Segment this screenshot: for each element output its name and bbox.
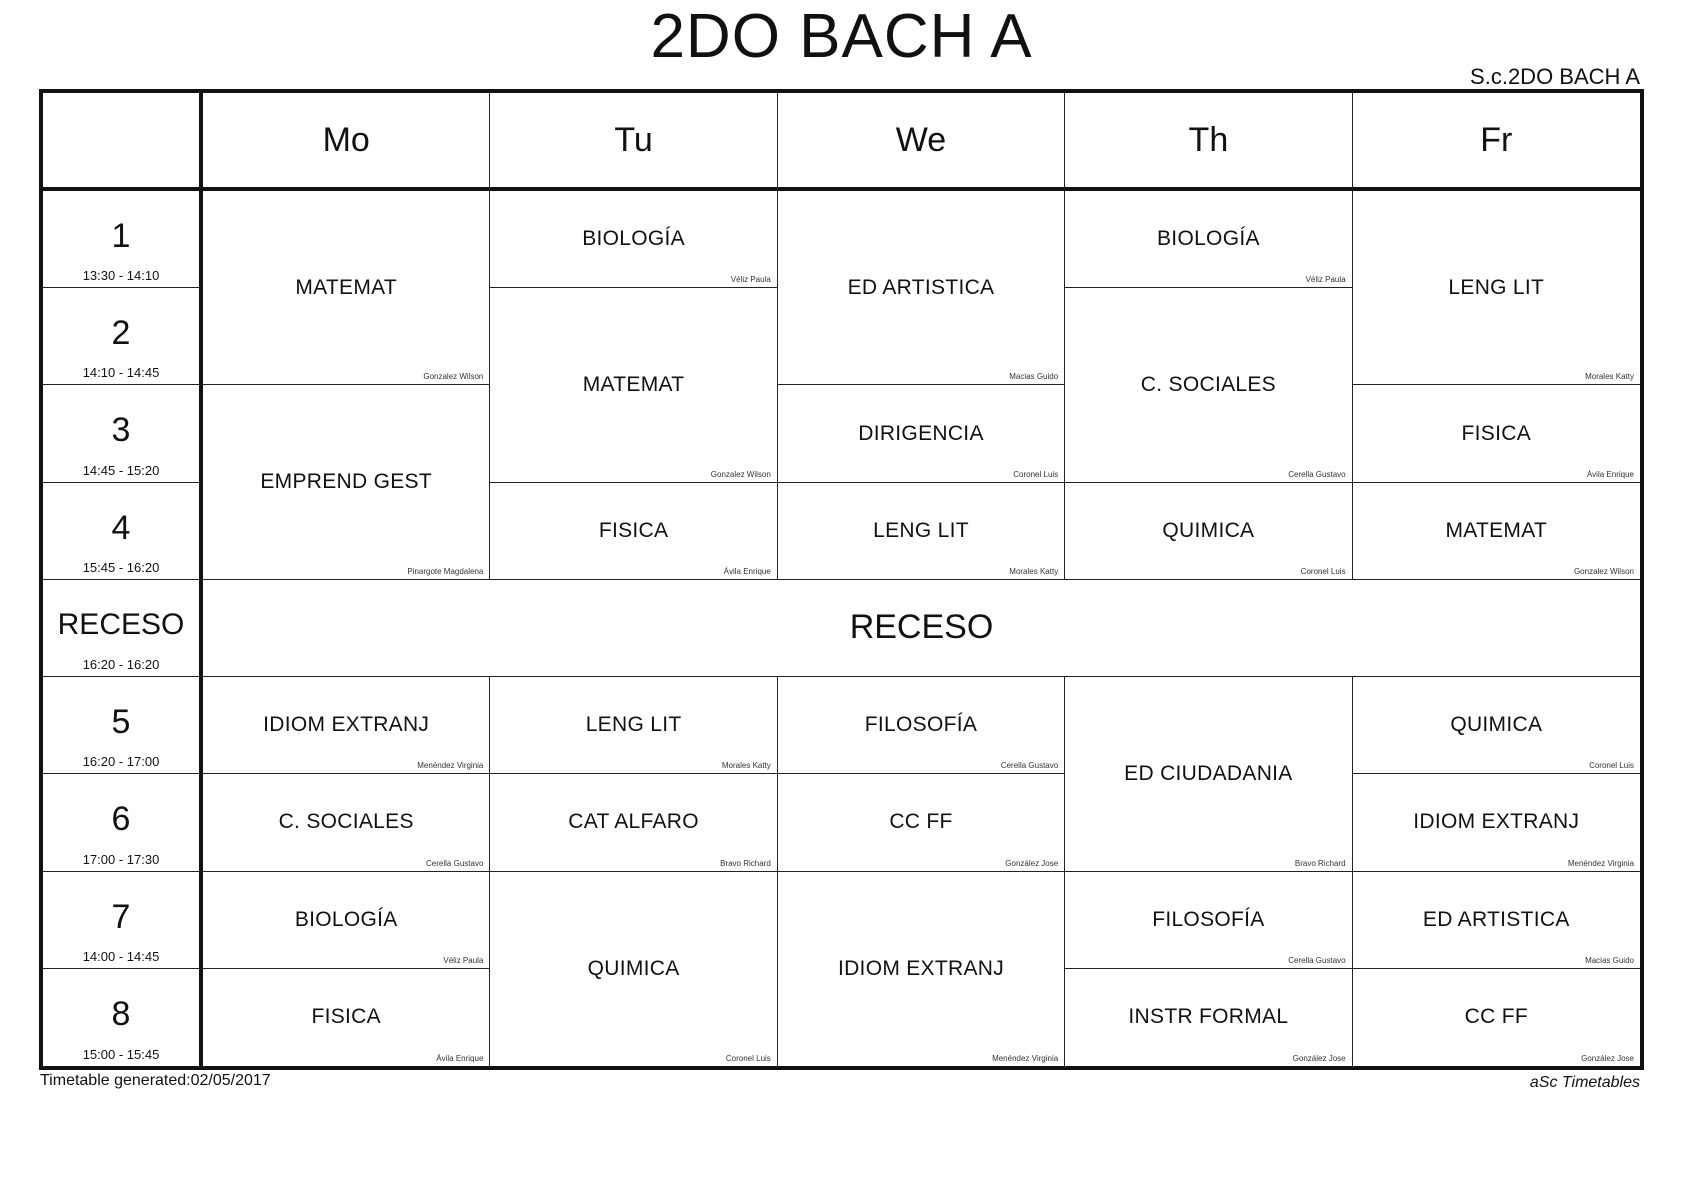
lesson-subject: ED ARTISTICA <box>1422 907 1570 931</box>
lesson-subject: QUIMICA <box>1450 713 1543 737</box>
lesson-we-6 <box>778 774 1065 871</box>
lesson-teacher: González Jose <box>1005 858 1059 868</box>
lesson-we-5 <box>778 677 1065 774</box>
lesson-mo-1 <box>203 191 490 385</box>
lesson-subject: LENG LIT <box>585 713 682 737</box>
lesson-fr-1 <box>1353 191 1640 385</box>
lesson-subject: C. SOCIALES <box>1140 372 1276 396</box>
lesson-teacher: González Jose <box>1581 1053 1634 1063</box>
lesson-subject: MATEMAT <box>582 372 685 396</box>
lesson-subject: CAT ALFARO <box>568 810 699 834</box>
period-number: 2 <box>111 314 131 353</box>
period-number: 1 <box>111 217 131 255</box>
lesson-teacher: Macias Guido <box>1585 955 1634 965</box>
lesson-we-3 <box>778 385 1065 482</box>
lesson-teacher: Morales Katty <box>721 761 771 771</box>
period-number: 3 <box>111 411 131 450</box>
lesson-subject: FISICA <box>598 518 669 542</box>
lesson-subject: CC FF <box>889 810 953 834</box>
lesson-we-7 <box>778 872 1065 1066</box>
lesson-subject: ED ARTISTICA <box>847 275 995 299</box>
period-7 <box>43 872 203 969</box>
lesson-subject: FISICA <box>311 1005 381 1029</box>
lesson-subject: FISICA <box>1461 421 1532 445</box>
lesson-subject: BIOLOGÍA <box>582 227 685 251</box>
lesson-teacher: Gonzalez Wilson <box>1573 566 1634 576</box>
lesson-subject: MATEMAT <box>1445 518 1548 542</box>
lesson-mo-8 <box>203 969 490 1066</box>
lesson-teacher: Cerella Gustavo <box>1288 469 1346 479</box>
day-header-tu: Tu <box>490 93 777 191</box>
period-1 <box>43 191 203 288</box>
period-time: 14:00 - 14:45 <box>82 948 160 964</box>
lesson-mo-5 <box>203 677 490 774</box>
class-code: S.c.2DO BACH A <box>1470 64 1640 89</box>
lesson-teacher: Coronel Luis <box>725 1053 771 1063</box>
day-header-mo: Mo <box>203 93 490 191</box>
period-number: 8 <box>111 994 131 1033</box>
lesson-teacher: Bravo Richard <box>1294 858 1346 868</box>
lesson-th-1 <box>1065 191 1352 288</box>
lesson-teacher: Menéndez Virginia <box>1567 858 1634 868</box>
lesson-teacher: Véliz Paula <box>1305 275 1346 285</box>
lesson-tu-7 <box>490 872 777 1066</box>
lesson-fr-7 <box>1353 872 1640 969</box>
period-time: 16:20 - 16:20 <box>82 657 160 673</box>
day-header-th: Th <box>1065 93 1352 191</box>
lesson-subject: BIOLOGÍA <box>294 907 398 931</box>
lesson-tu-1 <box>490 191 777 288</box>
timetable-grid <box>39 89 1644 1070</box>
lesson-teacher: Véliz Paula <box>443 955 484 965</box>
lesson-subject: FILOSOFÍA <box>1152 907 1265 931</box>
lesson-tu-6 <box>490 774 777 871</box>
lesson-teacher: Gonzalez Wilson <box>710 469 771 479</box>
lesson-mo-3 <box>203 385 490 579</box>
lesson-fr-5 <box>1353 677 1640 774</box>
lesson-teacher: González Jose <box>1292 1053 1346 1063</box>
period-2 <box>43 288 203 385</box>
lesson-mo-6 <box>203 774 490 871</box>
lesson-teacher: Macias Guido <box>1009 372 1059 382</box>
period-5 <box>43 677 203 774</box>
software-brand: aSc Timetables <box>1529 1074 1640 1091</box>
lesson-teacher: Coronel Luis <box>1589 761 1634 771</box>
lesson-teacher: Ávila Enrique <box>723 566 771 576</box>
lesson-tu-5 <box>490 677 777 774</box>
lesson-subject: QUIMICA <box>1162 518 1255 542</box>
lesson-tu-2 <box>490 288 777 482</box>
lesson-teacher: Cerella Gustavo <box>426 858 484 868</box>
period-time: 14:45 - 15:20 <box>82 462 160 478</box>
period-number: 6 <box>111 800 131 839</box>
period-number: 4 <box>111 508 131 547</box>
lesson-subject: INSTR FORMAL <box>1128 1005 1289 1029</box>
lesson-th-5 <box>1065 677 1352 871</box>
lesson-teacher: Coronel Luis <box>1013 469 1059 479</box>
lesson-subject: LENG LIT <box>873 518 969 542</box>
lesson-teacher: Bravo Richard <box>720 858 771 868</box>
lesson-subject: FILOSOFÍA <box>864 713 978 737</box>
generated-date: Timetable generated:02/05/2017 <box>40 1072 271 1089</box>
lesson-teacher: Pinargote Magdalena <box>407 566 484 576</box>
lesson-subject: CC FF <box>1464 1005 1528 1029</box>
period-time: 17:00 - 17:30 <box>82 851 160 867</box>
lesson-tu-4 <box>490 483 777 580</box>
lesson-teacher: Cerella Gustavo <box>1288 955 1346 965</box>
lesson-teacher: Ávila Enrique <box>436 1053 484 1063</box>
day-header-we: We <box>778 93 1065 191</box>
lesson-teacher: Cerella Gustavo <box>1000 761 1059 771</box>
lesson-subject: EMPREND GEST <box>260 470 432 494</box>
day-header-fr: Fr <box>1353 93 1640 191</box>
lesson-subject: DIRIGENCIA <box>858 421 984 445</box>
lesson-teacher: Menéndez Virginia <box>992 1053 1059 1063</box>
lesson-subject: QUIMICA <box>587 956 680 980</box>
period-number: 7 <box>111 897 131 936</box>
lesson-fr-4 <box>1353 483 1640 580</box>
period-4 <box>43 483 203 580</box>
lesson-subject: MATEMAT <box>295 275 398 299</box>
lesson-subject: ED CIUDADANIA <box>1124 761 1293 785</box>
period-time: 13:30 - 14:10 <box>82 268 160 284</box>
lesson-teacher: Menéndez Virginia <box>417 761 484 771</box>
lesson-teacher: Gonzalez Wilson <box>423 372 484 382</box>
lesson-we-4 <box>778 483 1065 580</box>
lesson-we-1 <box>778 191 1065 385</box>
lesson-mo-7 <box>203 872 490 969</box>
lesson-fr-8 <box>1353 969 1640 1066</box>
lesson-subject: LENG LIT <box>1448 275 1545 299</box>
lesson-subject: IDIOM EXTRANJ <box>837 956 1005 980</box>
period-8 <box>43 969 203 1066</box>
lesson-subject: BIOLOGÍA <box>1157 227 1260 251</box>
lesson-teacher: Véliz Paula <box>730 275 771 285</box>
lesson-th-4 <box>1065 483 1352 580</box>
period-recess <box>43 580 203 677</box>
period-time: 15:45 - 16:20 <box>82 559 160 575</box>
lesson-teacher: Morales Katty <box>1009 566 1059 576</box>
period-6 <box>43 774 203 871</box>
lesson-teacher: Morales Katty <box>1585 372 1634 382</box>
lesson-th-7 <box>1065 872 1352 969</box>
period-number: RECESO <box>57 607 185 641</box>
lesson-fr-3 <box>1353 385 1640 482</box>
period-time: 15:00 - 15:45 <box>82 1046 160 1062</box>
lesson-th-8 <box>1065 969 1352 1066</box>
lesson-subject: IDIOM EXTRANJ <box>1413 810 1580 834</box>
lesson-teacher: Ávila Enrique <box>1586 469 1634 479</box>
lesson-th-2 <box>1065 288 1352 482</box>
corner-cell <box>43 93 203 191</box>
page-title: 2DO BACH A <box>650 2 1033 71</box>
recess-band: RECESO <box>203 580 1640 677</box>
period-3 <box>43 385 203 482</box>
period-number: 5 <box>111 703 131 742</box>
lesson-subject: IDIOM EXTRANJ <box>263 713 430 737</box>
period-time: 14:10 - 14:45 <box>82 365 160 381</box>
lesson-teacher: Coronel Luis <box>1300 566 1346 576</box>
period-time: 16:20 - 17:00 <box>82 754 160 770</box>
lesson-fr-6 <box>1353 774 1640 871</box>
lesson-subject: C. SOCIALES <box>278 810 414 834</box>
